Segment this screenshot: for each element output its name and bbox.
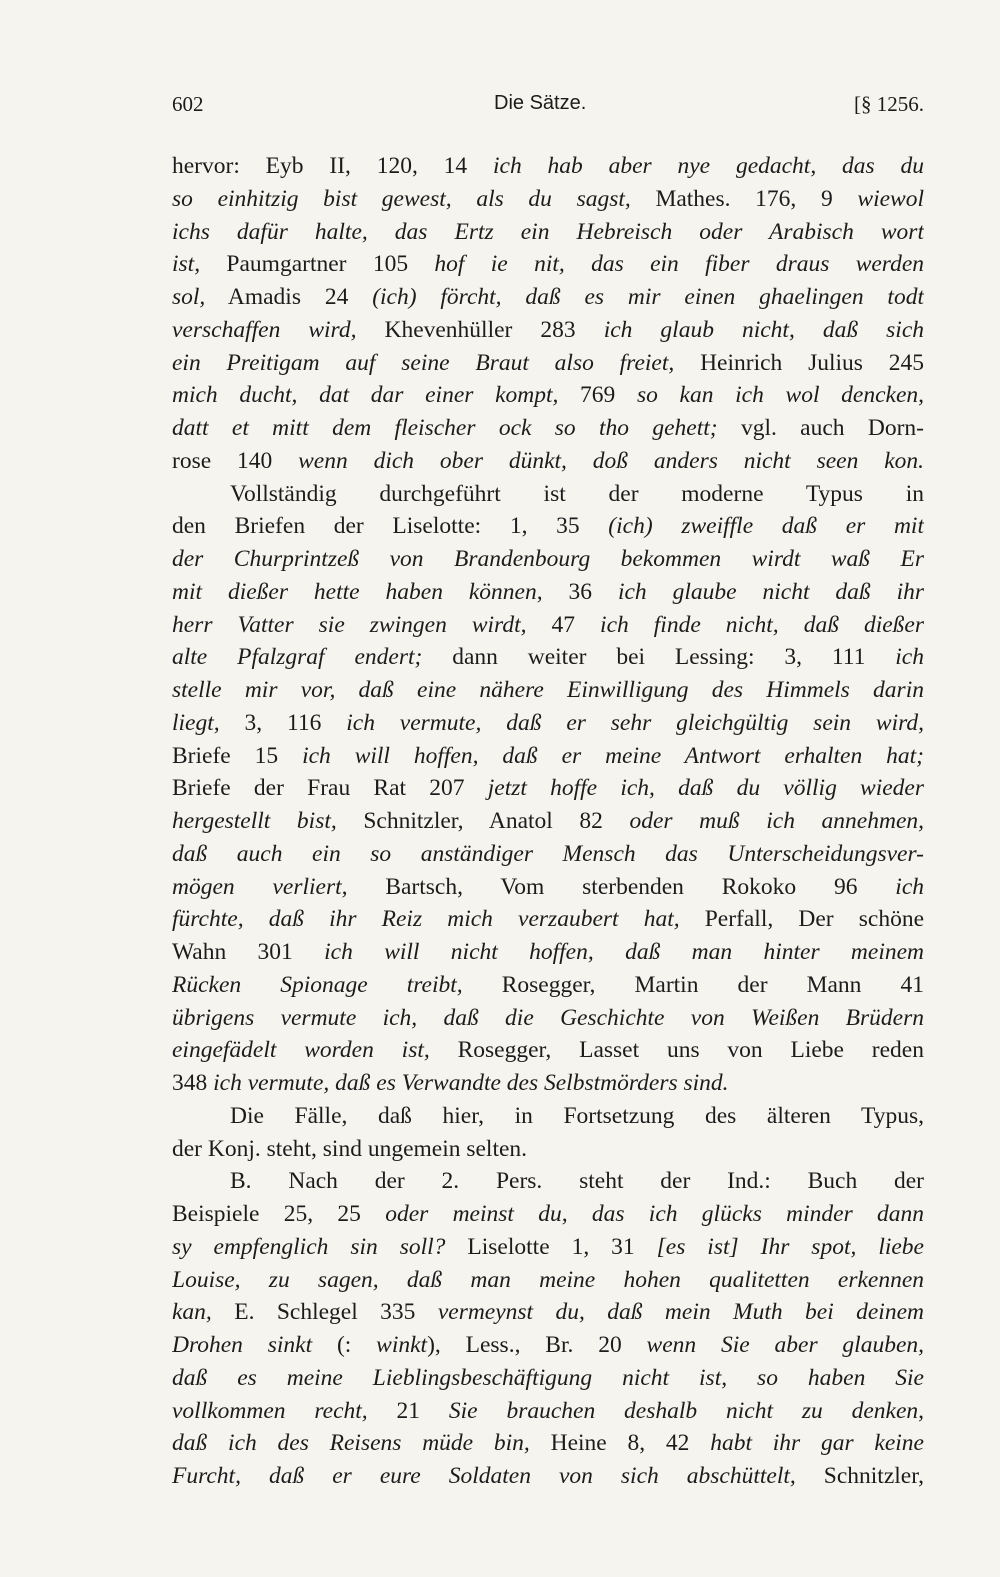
italic-quotation: (ich) förcht, daß es mir einen ghaelingen todt <box>372 284 924 310</box>
italic-quotation: hergestellt bist, <box>172 808 337 834</box>
text-line <box>172 1133 924 1166</box>
italic-quotation: habt ihr gar keine <box>710 1430 924 1457</box>
italic-quotation: alte Pfalzgraf endert; <box>172 644 423 671</box>
italic-quotation: mögen verliert, <box>172 873 348 900</box>
italic-quotation: winkt <box>376 1332 428 1358</box>
text-segment: Amadis 24 <box>205 284 373 310</box>
text-line <box>172 183 924 216</box>
italic-quotation: ich hab aber nye gedacht, das du <box>493 153 924 179</box>
text-line <box>172 1165 924 1198</box>
text-segment: Wahn 301 <box>172 939 325 965</box>
italic-quotation: [es ist] <box>656 1233 739 1260</box>
text-line <box>172 641 924 674</box>
text-line <box>172 674 924 707</box>
text-segment: Rosegger, Martin der Mann 41 <box>462 971 924 998</box>
text-segment: dann weiter bei Lessing: 3, 111 <box>422 644 896 671</box>
text-segment: 769 <box>558 382 637 409</box>
italic-quotation: daß auch ein so anständiger Mensch das Unterscheidungsver- <box>172 840 924 867</box>
italic-quotation: so einhitzig bist gewest, als du sagst, <box>172 185 631 212</box>
italic-quotation: Ihr spot, liebe <box>760 1233 924 1260</box>
text-line <box>172 740 924 773</box>
text-line <box>172 1034 924 1067</box>
text-segment: Heine 8, 42 <box>529 1430 711 1457</box>
text-line <box>172 903 924 936</box>
italic-quotation: (ich) zweiffle daß er mit <box>608 513 924 540</box>
italic-quotation: hof ie nit, das ein fiber draus werden <box>434 251 924 278</box>
text-line <box>172 1198 924 1231</box>
text-line <box>172 1460 924 1493</box>
italic-quotation: ein Preitigam auf seine Braut also freiet, <box>172 349 675 376</box>
text-line <box>172 707 924 740</box>
text-line <box>172 1264 924 1297</box>
italic-quotation: verschaffen wird, <box>172 316 357 343</box>
text-segment: Die Fälle, daß hier, in Fortsetzung des älteren Typus, <box>230 1102 924 1129</box>
text-segment: rose 140 <box>172 447 299 474</box>
text-segment: 47 <box>526 611 601 638</box>
text-line <box>172 805 924 838</box>
text-segment: Vollständig durchgeführt ist der moderne Typus in <box>230 480 924 507</box>
text-segment: vgl. auch Dorn- <box>717 415 924 441</box>
text-line <box>172 772 924 805</box>
page-number: 602 <box>172 92 204 116</box>
text-line <box>172 576 924 609</box>
italic-quotation: wenn dich ober dünkt, doß anders nicht seen kon. <box>298 447 924 474</box>
italic-quotation: vermeynst du, daß mein Muth bei deinem <box>437 1299 924 1326</box>
italic-quotation: herr Vatter sie zwingen wirdt, <box>172 611 527 638</box>
italic-quotation: liegt, <box>172 709 220 736</box>
italic-quotation: ich vermute, daß er sehr gleichgültig sein wird, <box>346 709 924 736</box>
italic-quotation: stelle mir vor, daß eine nähere Einwilligung des Himmels darin <box>172 677 924 703</box>
text-segment: Briefe der Frau Rat 207 <box>172 775 488 802</box>
text-line <box>172 1362 924 1395</box>
text-line <box>172 1002 924 1035</box>
italic-quotation: oder meinst du, das ich glücks minder dann <box>385 1201 924 1227</box>
italic-quotation: wiewol <box>857 185 924 212</box>
text-segment <box>739 1234 761 1260</box>
italic-quotation: übrigens vermute ich, daß die Geschichte von Weißen Brüdern <box>172 1004 924 1031</box>
text-line <box>172 871 924 904</box>
text-line <box>172 216 924 249</box>
text-line <box>172 1296 924 1329</box>
text-line <box>172 969 924 1002</box>
italic-quotation: eingefädelt worden ist, <box>172 1037 430 1064</box>
text-line <box>172 1427 924 1460</box>
italic-quotation: fürchte, daß ihr Reiz mich verzaubert hat, <box>172 906 680 933</box>
italic-quotation: ich glaub nicht, daß sich <box>603 316 924 343</box>
italic-quotation: sol, <box>172 284 206 310</box>
italic-quotation: jetzt hoffe ich, daß du völlig wieder <box>487 775 924 802</box>
text-segment: ), Less., Br. 20 <box>427 1332 647 1358</box>
italic-quotation: kan, <box>172 1299 212 1326</box>
running-title: Die Sätze. <box>494 92 587 114</box>
italic-quotation: oder muß ich annehmen, <box>629 808 924 834</box>
text-segment: der Konj. steht, sind ungemein selten. <box>172 1135 528 1162</box>
text-segment: Khevenhüller 283 <box>356 316 604 343</box>
italic-quotation: sy empfenglich sin soll? <box>172 1233 446 1260</box>
text-segment: (: <box>312 1332 377 1358</box>
text-segment: B. Nach der 2. Pers. steht der Ind.: Buch der <box>230 1168 924 1195</box>
text-line <box>172 936 924 969</box>
italic-quotation: daß ich des Reisens müde bin, <box>172 1430 530 1457</box>
italic-quotation: ich vermute, daß es Verwandte des Selbstmörders sind. <box>213 1070 729 1096</box>
text-segment: 348 <box>172 1070 214 1096</box>
italic-quotation: ich finde nicht, daß dießer <box>600 611 924 638</box>
section-reference: [§ 1256. <box>854 92 924 116</box>
text-line <box>172 838 924 871</box>
text-segment: 36 <box>542 578 618 605</box>
italic-quotation: Rücken Spionage treibt, <box>172 971 463 998</box>
text-line <box>172 478 924 511</box>
text-segment: Paumgartner 105 <box>200 251 435 278</box>
italic-quotation: datt et mitt dem fleischer ock so tho gehett; <box>172 415 718 441</box>
text-segment: den Briefen der Liselotte: 1, 35 <box>172 513 609 540</box>
text-line <box>172 609 924 642</box>
text-line <box>172 510 924 543</box>
text-line <box>172 379 924 412</box>
text-segment: Liselotte 1, 31 <box>445 1233 657 1260</box>
text-segment: Bartsch, Vom sterbenden Rokoko 96 <box>347 873 896 900</box>
italic-quotation: ich will hoffen, daß er meine Antwort erhalten hat; <box>302 742 924 769</box>
text-segment: Mathes. 176, 9 <box>630 185 858 212</box>
italic-quotation: ich <box>895 644 924 671</box>
italic-quotation: Louise, zu sagen, daß man meine hohen qualitetten erkennen <box>172 1266 924 1293</box>
text-segment: Briefe 15 <box>172 742 303 769</box>
text-line <box>172 1100 924 1133</box>
text-line <box>172 412 924 445</box>
italic-quotation: wenn Sie aber glauben, <box>646 1332 924 1358</box>
text-segment: 3, 116 <box>219 709 347 736</box>
italic-quotation: Furcht, daß er eure Soldaten von sich abschüttelt, <box>172 1463 796 1489</box>
italic-quotation: ist, <box>172 251 201 278</box>
text-line <box>172 150 924 183</box>
text-line <box>172 1067 924 1100</box>
text-segment: 21 <box>367 1397 449 1424</box>
text-line <box>172 445 924 478</box>
text-line <box>172 1329 924 1362</box>
italic-quotation: so kan ich wol dencken, <box>636 382 924 409</box>
text-line <box>172 347 924 380</box>
text-line <box>172 1231 924 1264</box>
italic-quotation: mich ducht, dat dar einer kompt, <box>172 382 559 409</box>
text-line <box>172 1395 924 1428</box>
text-segment: Perfall, Der schöne <box>679 906 924 933</box>
body-text <box>172 150 924 1493</box>
italic-quotation: Drohen sinkt <box>172 1332 313 1358</box>
italic-quotation: mit dießer hette haben können, <box>172 578 543 605</box>
text-segment: Heinrich Julius 245 <box>674 349 924 376</box>
italic-quotation: Sie brauchen deshalb nicht zu denken, <box>448 1397 924 1424</box>
text-line <box>172 281 924 314</box>
italic-quotation: der Churprintzeß von Brandenbourg bekommen wirdt waß Er <box>172 546 924 572</box>
page-header <box>172 92 924 122</box>
italic-quotation: ich glaube nicht daß ihr <box>617 578 924 605</box>
text-segment: Schnitzler, <box>795 1463 924 1489</box>
italic-quotation: ich will nicht hoffen, daß man hinter meinem <box>324 939 924 965</box>
text-segment: Schnitzler, Anatol 82 <box>336 808 630 834</box>
italic-quotation: ich <box>895 873 924 900</box>
text-line <box>172 248 924 281</box>
text-segment: E. Schlegel 335 <box>211 1299 438 1326</box>
text-segment: Rosegger, Lasset uns von Liebe reden <box>429 1037 924 1064</box>
text-line <box>172 314 924 347</box>
italic-quotation: daß es meine Lieblingsbeschäftigung nicht ist, so haben Sie <box>172 1364 924 1391</box>
italic-quotation: vollkommen recht, <box>172 1397 368 1424</box>
italic-quotation: ichs dafür halte, das Ertz ein Hebreisch oder Arabisch wort <box>172 218 924 245</box>
text-segment: hervor: Eyb II, 120, 14 <box>172 153 493 179</box>
text-line <box>172 543 924 576</box>
text-segment: Beispiele 25, 25 <box>172 1201 386 1227</box>
